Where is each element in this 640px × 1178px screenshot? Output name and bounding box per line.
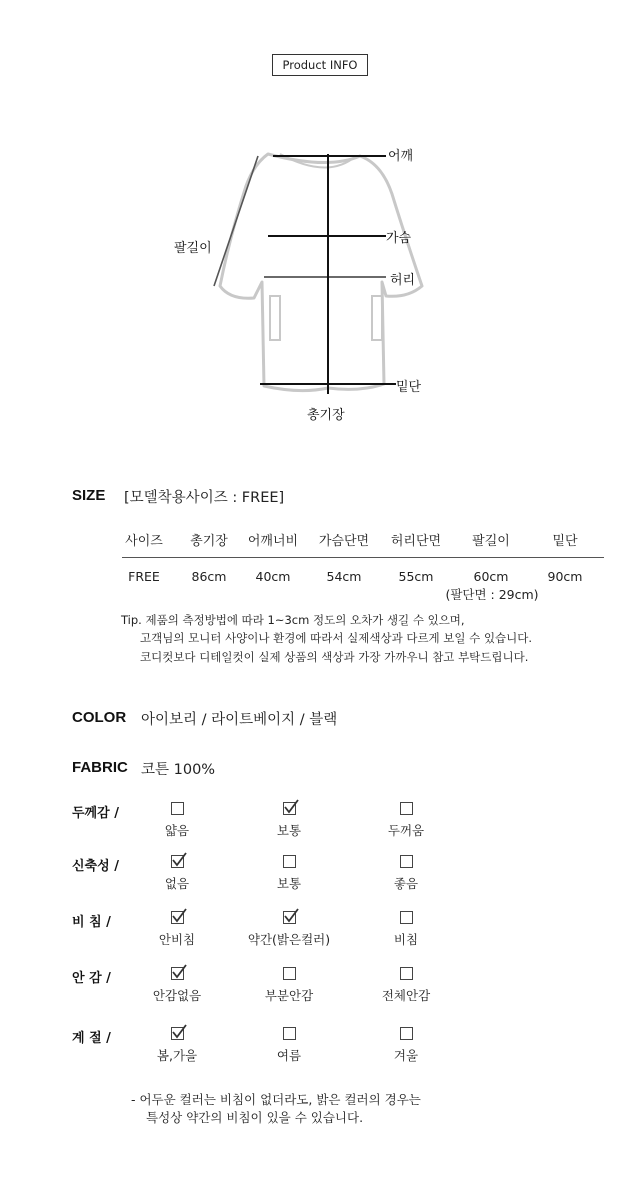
size-cell: FREE (128, 569, 160, 584)
option-label: 보통 (276, 876, 302, 891)
footnote-line: - 어두운 컬러는 비침이 없더라도, 밝은 컬러의 경우는 (131, 1092, 421, 1107)
size-cell: 86cm (191, 569, 227, 584)
footnote-line: 특성상 약간의 비침이 있을 수 있습니다. (146, 1110, 364, 1125)
tip-line: Tip. 제품의 측정방법에 따라 1~3cm 정도의 오차가 생길 수 있으며, (121, 613, 465, 627)
size-col-header: 팔길이 (472, 534, 510, 549)
check-mark-icon (283, 799, 299, 815)
total-length-label: 총기장 (307, 408, 345, 423)
option-label: 안비침 (158, 932, 196, 947)
size-cell: 90cm (547, 569, 583, 584)
color-value: 아이보리 / 라이트베이지 / 블랙 (141, 712, 338, 728)
size-col-header: 가슴단면 (318, 534, 370, 549)
option-label: 좋음 (393, 876, 419, 891)
shoulder-label: 어깨 (388, 149, 414, 164)
option-label: 부분안감 (264, 988, 314, 1003)
chest-label: 가슴 (386, 231, 412, 246)
transparency-see-through-checkbox[interactable] (400, 911, 413, 924)
sleeve-label: 팔길이 (174, 241, 212, 256)
size-cell: 60cm (473, 569, 509, 584)
size-col-header: 허리단면 (390, 534, 442, 549)
thickness-thick-checkbox[interactable] (400, 802, 413, 815)
lining-none-checkbox[interactable] (171, 967, 184, 980)
option-label: 얇음 (164, 823, 190, 838)
elasticity-none-checkbox[interactable] (171, 855, 184, 868)
option-label: 보통 (276, 823, 302, 838)
lining-full-checkbox[interactable] (400, 967, 413, 980)
transparency-slight-checkbox[interactable] (283, 911, 296, 924)
option-label: 봄,가을 (156, 1048, 198, 1063)
lining-partial-checkbox[interactable] (283, 967, 296, 980)
elasticity-normal-checkbox[interactable] (283, 855, 296, 868)
check-mark-icon (171, 964, 187, 980)
check-mark-icon (171, 908, 187, 924)
option-label: 비침 (393, 932, 419, 947)
size-cell: 55cm (398, 569, 434, 584)
option-label: 전체안감 (381, 988, 431, 1003)
size-table-divider (122, 557, 604, 558)
size-cell: 54cm (326, 569, 362, 584)
hem-label: 밑단 (396, 380, 422, 395)
model-size-note: [모델착용사이즈 : FREE] (124, 490, 285, 506)
check-mark-icon (283, 908, 299, 924)
option-label: 겨울 (393, 1048, 419, 1063)
season-spring-fall-checkbox[interactable] (171, 1027, 184, 1040)
option-label: 여름 (276, 1048, 302, 1063)
lining-label: 안 감 / (72, 971, 111, 986)
elasticity-good-checkbox[interactable] (400, 855, 413, 868)
product-info-title: Product INFO (272, 54, 368, 76)
size-cell: 40cm (255, 569, 291, 584)
season-summer-checkbox[interactable] (283, 1027, 296, 1040)
season-label: 계 절 / (72, 1031, 111, 1046)
option-label: 없음 (164, 876, 190, 891)
color-heading: COLOR (72, 709, 127, 726)
tip-line: 코디컷보다 디테일컷이 실제 상품의 색상과 가장 가까우니 참고 부탁드립니다. (140, 650, 529, 664)
size-heading: SIZE (72, 487, 106, 504)
elasticity-label: 신축성 / (72, 859, 119, 874)
check-mark-icon (171, 1024, 187, 1040)
season-winter-checkbox[interactable] (400, 1027, 413, 1040)
thickness-normal-checkbox[interactable] (283, 802, 296, 815)
sleeve-width-note: (팔단면 : 29cm) (445, 587, 539, 602)
fabric-heading: FABRIC (72, 759, 128, 776)
option-label: 안감없음 (152, 988, 202, 1003)
transparency-label: 비 침 / (72, 915, 111, 930)
option-label: 약간(밝은컬러) (247, 932, 331, 947)
size-col-header: 밑단 (552, 534, 578, 549)
waist-label: 허리 (390, 273, 416, 288)
size-col-header: 총기장 (190, 534, 228, 549)
tip-line: 고객님의 모니터 사양이나 환경에 따라서 실제색상과 다르게 보일 수 있습니다. (140, 631, 533, 645)
thickness-thin-checkbox[interactable] (171, 802, 184, 815)
transparency-none-checkbox[interactable] (171, 911, 184, 924)
fabric-value: 코튼 100% (141, 762, 216, 778)
thickness-label: 두께감 / (72, 806, 119, 821)
size-col-header: 어깨너비 (247, 534, 299, 549)
option-label: 두꺼움 (387, 823, 425, 838)
check-mark-icon (171, 852, 187, 868)
size-col-header: 사이즈 (125, 534, 163, 549)
